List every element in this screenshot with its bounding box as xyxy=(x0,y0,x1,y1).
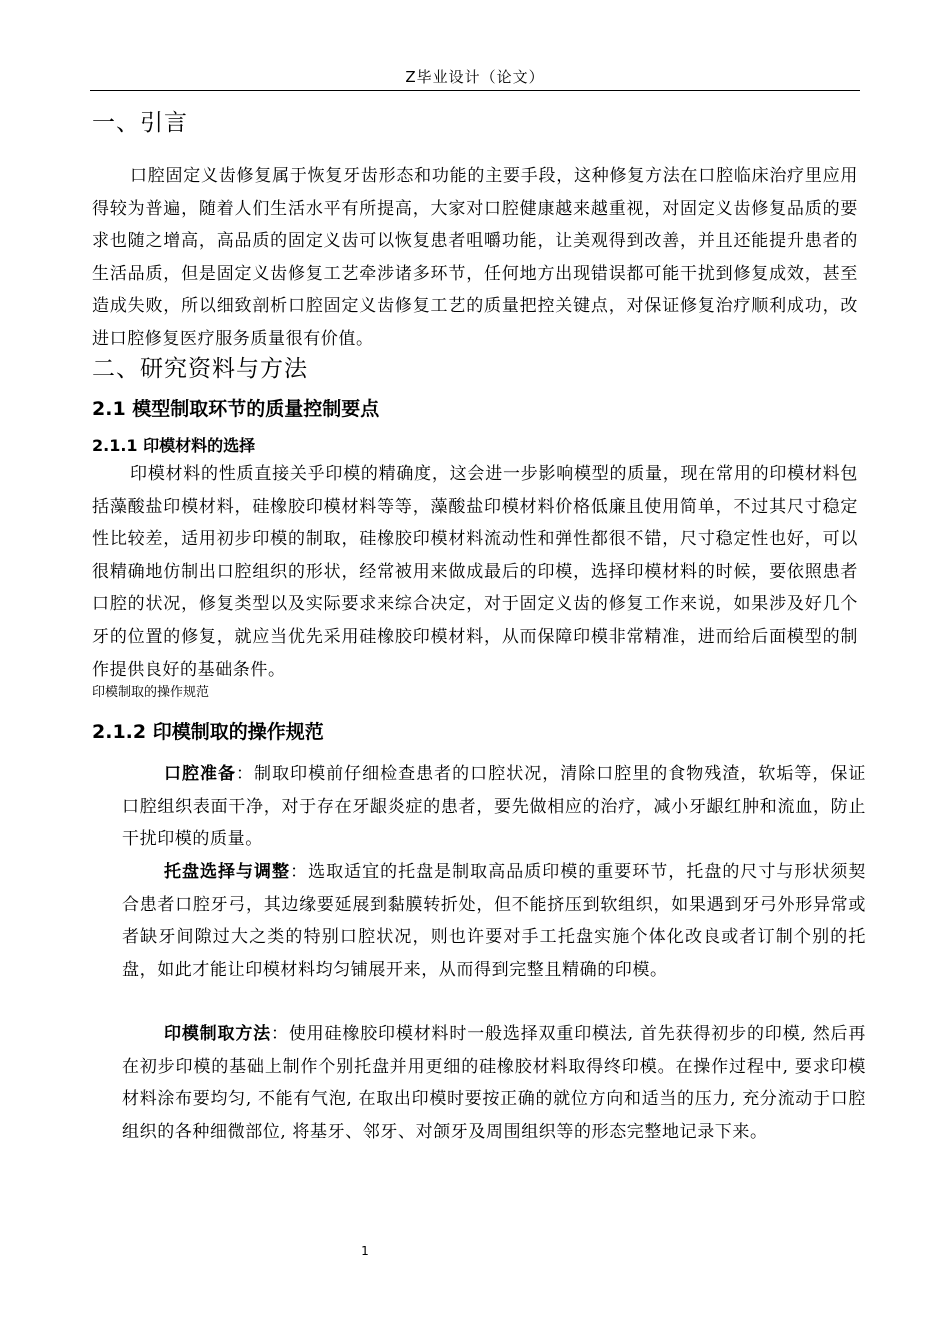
material-selection-paragraph: 印模材料的性质直接关乎印模的精确度，这会进一步影响模型的质量，现在常用的印模材料包括藻酸盐印模材料，硅橡胶印模材料等等，藻酸盐印模材料价格低廉且使用简单，不过其尺寸稳定性比较差，适用初步印模的制取，硅橡胶印模材料流动性和弹性都很不错，尺寸稳定性也好，可以很精确地仿制出口腔组织的形状，经常被用来做成最后的印模，选择印模材料的时候，要依照患者口腔的状况，修复类型以及实际要求来综合决定，对于固定义齿的修复工作来说，如果涉及好几个牙的位置的修复，就应当优先采用硅橡胶印模材料，从而保障印模非常精准，进而给后面模型的制作提供良好的基础条件。 xyxy=(92,464,858,680)
section-heading-introduction: 一、引言 xyxy=(92,110,188,136)
oral-preparation-lead: 口腔准备 xyxy=(164,764,237,784)
page-header: Z毕业设计（论文） xyxy=(405,68,545,86)
subsection-heading-2-1: 2.1 模型制取环节的质量控制要点 xyxy=(92,398,380,420)
tray-selection-paragraph xyxy=(122,856,866,986)
oral-preparation-text: ：制取印模前仔细检查患者的口腔状况，清除口腔里的食物残渣，软垢等，保证口腔组织表面干净，对于存在牙龈炎症的患者，要先做相应的治疗，减小牙龈红肿和流血，防止干扰印模的质量。 xyxy=(122,764,866,850)
subsection-heading-2-1-2: 2.1.2 印模制取的操作规范 xyxy=(92,721,324,743)
introduction-paragraph: 口腔固定义齿修复属于恢复牙齿形态和功能的主要手段，这种修复方法在口腔临床治疗里应用得较为普遍，随着人们生活水平有所提高，大家对口腔健康越来越重视，对固定义齿修复品质的要求也随之增高，高品质的固定义齿可以恢复患者咀嚼功能，让美观得到改善，并且还能提升患者的生活品质，但是固定义齿修复工艺牵涉诸多环节，任何地方出现错误都可能干扰到修复成效，甚至造成失败，所以细致剖析口腔固定义齿修复工艺的质量把控关键点，对保证修复治疗顺利成功，改进口腔修复医疗服务质量很有价值。 xyxy=(92,166,858,349)
small-note: 印模制取的操作规范 xyxy=(92,685,210,700)
subsection-heading-2-1-1: 2.1.1 印模材料的选择 xyxy=(92,436,256,455)
impression-method-text: ：使用硅橡胶印模材料时一般选择双重印模法, 首先获得初步的印模, 然后再在初步印模的基础上制作个别托盘并用更细的硅橡胶材料取得终印模。在操作过程中, 要求印模材料涂布要均匀, 不能有气泡, 在取出印模时要按正确的就位方向和适当的压力, 充分流动于口腔组织的各种细微部位, 将基牙、邻牙、对颌牙及周围组织等的形态完整地记录下来。 xyxy=(122,1024,866,1142)
impression-method-paragraph xyxy=(122,1018,866,1148)
section-heading-methods: 二、研究资料与方法 xyxy=(92,356,308,382)
header-rule xyxy=(90,90,860,91)
tray-selection-text: ：选取适宜的托盘是制取高品质印模的重要环节，托盘的尺寸与形状须契合患者口腔牙弓，其边缘要延展到黏膜转折处，但不能挤压到软组织，如果遇到牙弓外形异常或者缺牙间隙过大之类的特别口腔状况，则也许要对手工托盘实施个体化改良或者订制个别的托盘，如此才能让印模材料均匀铺展开来，从而得到完整且精确的印模。 xyxy=(122,862,866,980)
tray-selection-lead: 托盘选择与调整 xyxy=(164,862,291,882)
page-number: 1 xyxy=(361,1244,369,1258)
impression-method-lead: 印模制取方法 xyxy=(164,1024,272,1044)
oral-preparation-paragraph xyxy=(122,758,866,856)
